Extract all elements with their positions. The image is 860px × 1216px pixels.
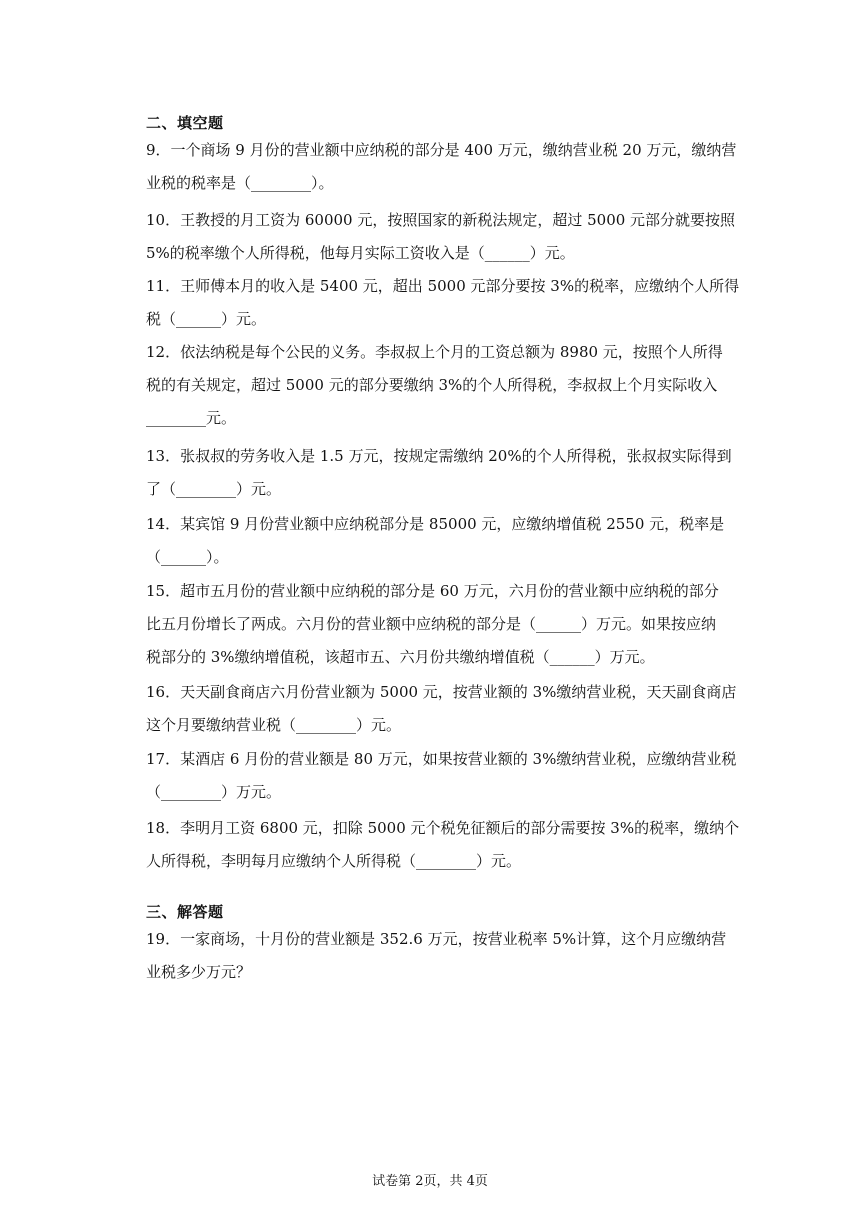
question-line: 人所得税，李明每月应缴纳个人所得税（________）元。 <box>146 852 522 870</box>
question-line: 税的有关规定，超过 5000 元的部分要缴纳 3%的个人所得税，李叔叔上个月实际收入 <box>146 376 718 394</box>
question-line: 比五月份增长了两成。六月份的营业额中应纳税的部分是（______）万元。如果按应纳 <box>146 615 717 633</box>
question-12 <box>146 336 723 435</box>
question-line: 了（________）元。 <box>146 480 282 498</box>
question-line: 业税的税率是（________）。 <box>146 174 334 192</box>
question-line: 13．张叔叔的劳务收入是 1.5 万元，按规定需缴纳 20%的个人所得税，张叔叔实际得到 <box>146 447 732 465</box>
question-19 <box>146 923 727 989</box>
question-9 <box>146 134 737 200</box>
question-13 <box>146 440 732 506</box>
page-footer: 试卷第 2页，共 4页 <box>372 1174 488 1189</box>
question-line: 业税多少万元？ <box>146 963 252 981</box>
section-title-answer: 三、解答题 <box>146 903 224 921</box>
question-18 <box>146 812 740 878</box>
question-line: 17．某酒店 6 月份的营业额是 80 万元，如果按营业额的 3%缴纳营业税，应缴纳营业税 <box>146 750 737 768</box>
question-line: ________元。 <box>146 409 237 427</box>
question-line: 5%的税率缴个人所得税，他每月实际工资收入是（______）元。 <box>146 244 575 262</box>
question-line: （________）万元。 <box>146 783 282 801</box>
question-10 <box>146 204 736 270</box>
question-line: 19．一家商场，十月份的营业额是 352.6 万元，按营业税率 5%计算，这个月应缴纳营 <box>146 930 727 948</box>
question-line: 18．李明月工资 6800 元，扣除 5000 元个税免征额后的部分需要按 3%的税率，缴纳个 <box>146 819 740 837</box>
question-14 <box>146 508 725 574</box>
question-line: 12．依法纳税是每个公民的义务。李叔叔上个月的工资总额为 8980 元，按照个人所得 <box>146 343 723 361</box>
question-11 <box>146 270 740 336</box>
question-line: （______）。 <box>146 548 229 566</box>
question-line: 9．一个商场 9 月份的营业额中应纳税的部分是 400 万元，缴纳营业税 20 万元，缴纳营 <box>146 141 737 159</box>
question-line: 14．某宾馆 9 月份营业额中应纳税部分是 85000 元，应缴纳增值税 2550 元，税率是 <box>146 515 725 533</box>
question-line: 10．王教授的月工资为 60000 元，按照国家的新税法规定，超过 5000 元部分就要按照 <box>146 211 736 229</box>
question-line: 16．天天副食商店六月份营业额为 5000 元，按营业额的 3%缴纳营业税，天天副食商店 <box>146 683 737 701</box>
question-line: 税（______）元。 <box>146 310 267 328</box>
question-line: 11．王师傅本月的收入是 5400 元，超出 5000 元部分要按 3%的税率，应缴纳个人所得 <box>146 277 740 295</box>
question-17 <box>146 743 737 809</box>
question-line: 这个月要缴纳营业税（________）元。 <box>146 716 402 734</box>
section-title-fill-blank: 二、填空题 <box>146 114 224 132</box>
question-line: 15．超市五月份的营业额中应纳税的部分是 60 万元，六月份的营业额中应纳税的部分 <box>146 582 719 600</box>
question-line: 税部分的 3%缴纳增值税，该超市五、六月份共缴纳增值税（______）万元。 <box>146 648 655 666</box>
question-15 <box>146 575 720 674</box>
question-16 <box>146 676 737 742</box>
